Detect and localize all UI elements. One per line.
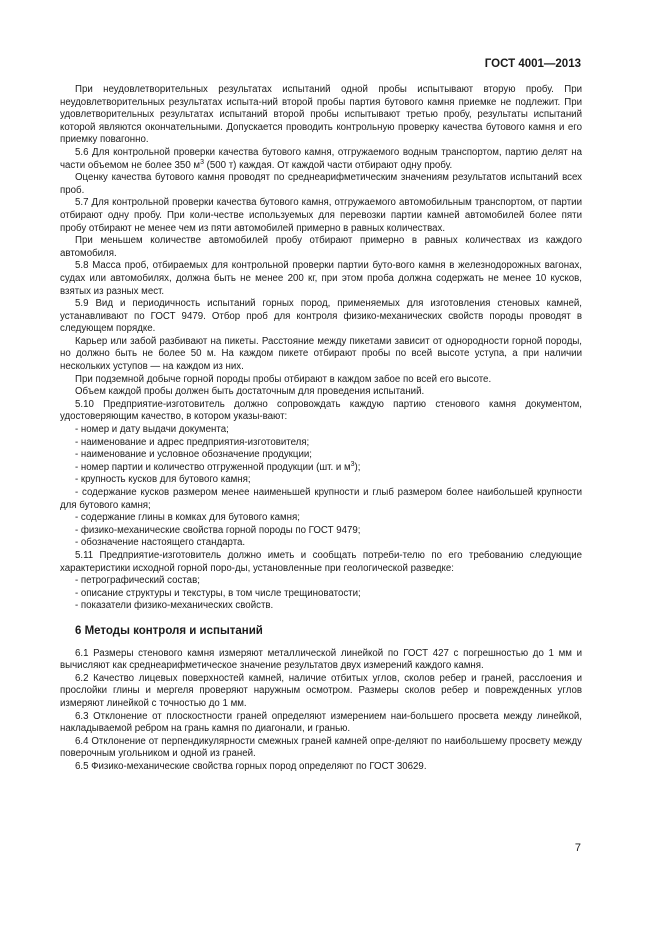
list-item: - наименование и условное обозначение продукции; [75, 449, 312, 461]
list-item: - содержание кусков размером менее наименьшей крупности и глыб размером более наибольшей крупности для бутового камня; [60, 487, 582, 511]
list-item: - описание структуры и текстуры, в том числе трещиноватости; [75, 587, 361, 599]
paragraph-5-11: 5.11 Предприятие-изготовитель должно иметь и сообщать потреби-телю по его требованию следующие характеристики исходной горной поро-ды, установленные при геологической разведке: [60, 549, 582, 574]
page-number: 7 [574, 842, 581, 854]
paragraph-5-6 [60, 147, 582, 172]
list-item-text: - номер партии и количество отгруженной продукции (шт. и м [75, 461, 351, 473]
paragraph: Оценку качества бутового камня проводят по среднеарифметическим значениям результатов испытаний всех проб. [60, 172, 582, 196]
paragraph-5-8: 5.8 Масса проб, отбираемых для контрольной проверки партии буто-вого камня в железнодорожных вагонах, судах или автомобилях, должна быть не менее 200 кг, при этом проба должна содержать не менее 10 кусков, взятых из разных мест. [60, 260, 582, 297]
paragraph-5-10: 5.10 Предприятие-изготовитель должно сопровождать каждую партию стенового камня документом, удостоверяющим качество, в котором указы-вают: [60, 398, 582, 423]
paragraph: При неудовлетворительных результатах испытаний одной пробы испытывают вторую пробу. При неудовлетворительных результатах испыта-ний второй пробы партия бутового камня приемке не подлежит. При удовлетворительных результатах испытаний второй пробы испытывают третью пробу, результаты испытаний которой являются окончательными. Допускается проводить контрольную проверку качества бутового камня и его приемку повагонно. [60, 84, 582, 146]
paragraph-5-9: 5.9 Вид и периодичность испытаний горных пород, применяемых для изготовления стеновых камней, устанавливают по ГОСТ 9479. Отбор проб для контроля физико-механических свойств породы проводят в следующем порядке. [60, 298, 582, 335]
list-item-text: ); [354, 461, 361, 473]
document-body [60, 84, 582, 773]
list-item: - крупность кусков для бутового камня; [75, 474, 251, 486]
list-item: - петрографический состав; [75, 575, 200, 587]
paragraph: Карьер или забой разбивают на пикеты. Расстояние между пикетами зависит от однородности горной породы, но должно быть не более 50 м. На каждом пикете отбирают пробы по всей высоте уступа, а при наличии нескольких уступов — на каждом из них. [60, 335, 582, 373]
paragraph: Объем каждой пробы должен быть достаточным для проведения испытаний. [75, 386, 425, 398]
document-code-header: ГОСТ 4001—2013 [484, 58, 581, 70]
list-item: - обозначение настоящего стандарта. [75, 537, 246, 549]
list-item: - содержание глины в комках для бутового камня; [75, 512, 300, 524]
list-item: - наименование и адрес предприятия-изготовителя; [75, 436, 310, 448]
paragraph: При меньшем количестве автомобилей пробу отбирают примерно в равных количествах из каждого автомобиля. [60, 235, 582, 259]
paragraph-6-5: 6.5 Физико-механические свойства горных пород определяют по ГОСТ 30629. [75, 760, 427, 772]
paragraph-text: 5.6 Для контрольной проверки качества бутового камня, отгружаемого водным транспортом, партию делят на части объемом не более 350 м [60, 146, 582, 171]
paragraph-6-2: 6.2 Качество лицевых поверхностей камней, наличие отбитых углов, сколов ребер и граней, расслоения и прослойки глины и мергеля проверяют наружным осмотром. Размеры сколов ребер и поврежденных углов измеряют линейкой с точностью до 1 мм. [60, 672, 582, 709]
paragraph: При подземной добыче горной породы пробы отбирают в каждом забое по всей его высоте. [75, 373, 492, 385]
superscript: 3 [350, 460, 355, 468]
paragraph-6-3: 6.3 Отклонение от плоскостности граней определяют измерением наи-большего просвета между линейкой, накладываемой ребром на грань камня по диагонали, и гранью. [60, 710, 582, 735]
paragraph-6-4: 6.4 Отклонение от перпендикулярности смежных граней камней опре-деляют по наибольшему просвету между поверочным угольником и одной из граней. [60, 735, 582, 760]
paragraph-6-1: 6.1 Размеры стенового камня измеряют металлической линейкой по ГОСТ 427 с погрешностью до 1 мм и вычисляют как среднеарифметическое значение результатов двух измерений каждого камня. [60, 647, 582, 672]
section-6-heading: 6 Методы контроля и испытаний [75, 624, 263, 637]
superscript: 3 [200, 158, 204, 166]
list-item [60, 462, 582, 475]
list-item: - показатели физико-механических свойств. [75, 600, 274, 612]
list-item: - физико-механические свойства горной породы по ГОСТ 9479; [75, 524, 361, 536]
paragraph-5-7: 5.7 Для контрольной проверки качества бутового камня, отгружаемого автомобильным транспортом, от партии отбирают одну пробу. При коли-честве используемых для перевозки партии камней автомобилей более пяти пробу отбирают не менее чем из пяти автомобилей примерно в равных количествах. [60, 197, 582, 234]
paragraph-text: (500 т) каждая. От каждой части отбирают одну пробу. [203, 159, 453, 171]
list-item: - номер и дату выдачи документа; [75, 424, 229, 436]
